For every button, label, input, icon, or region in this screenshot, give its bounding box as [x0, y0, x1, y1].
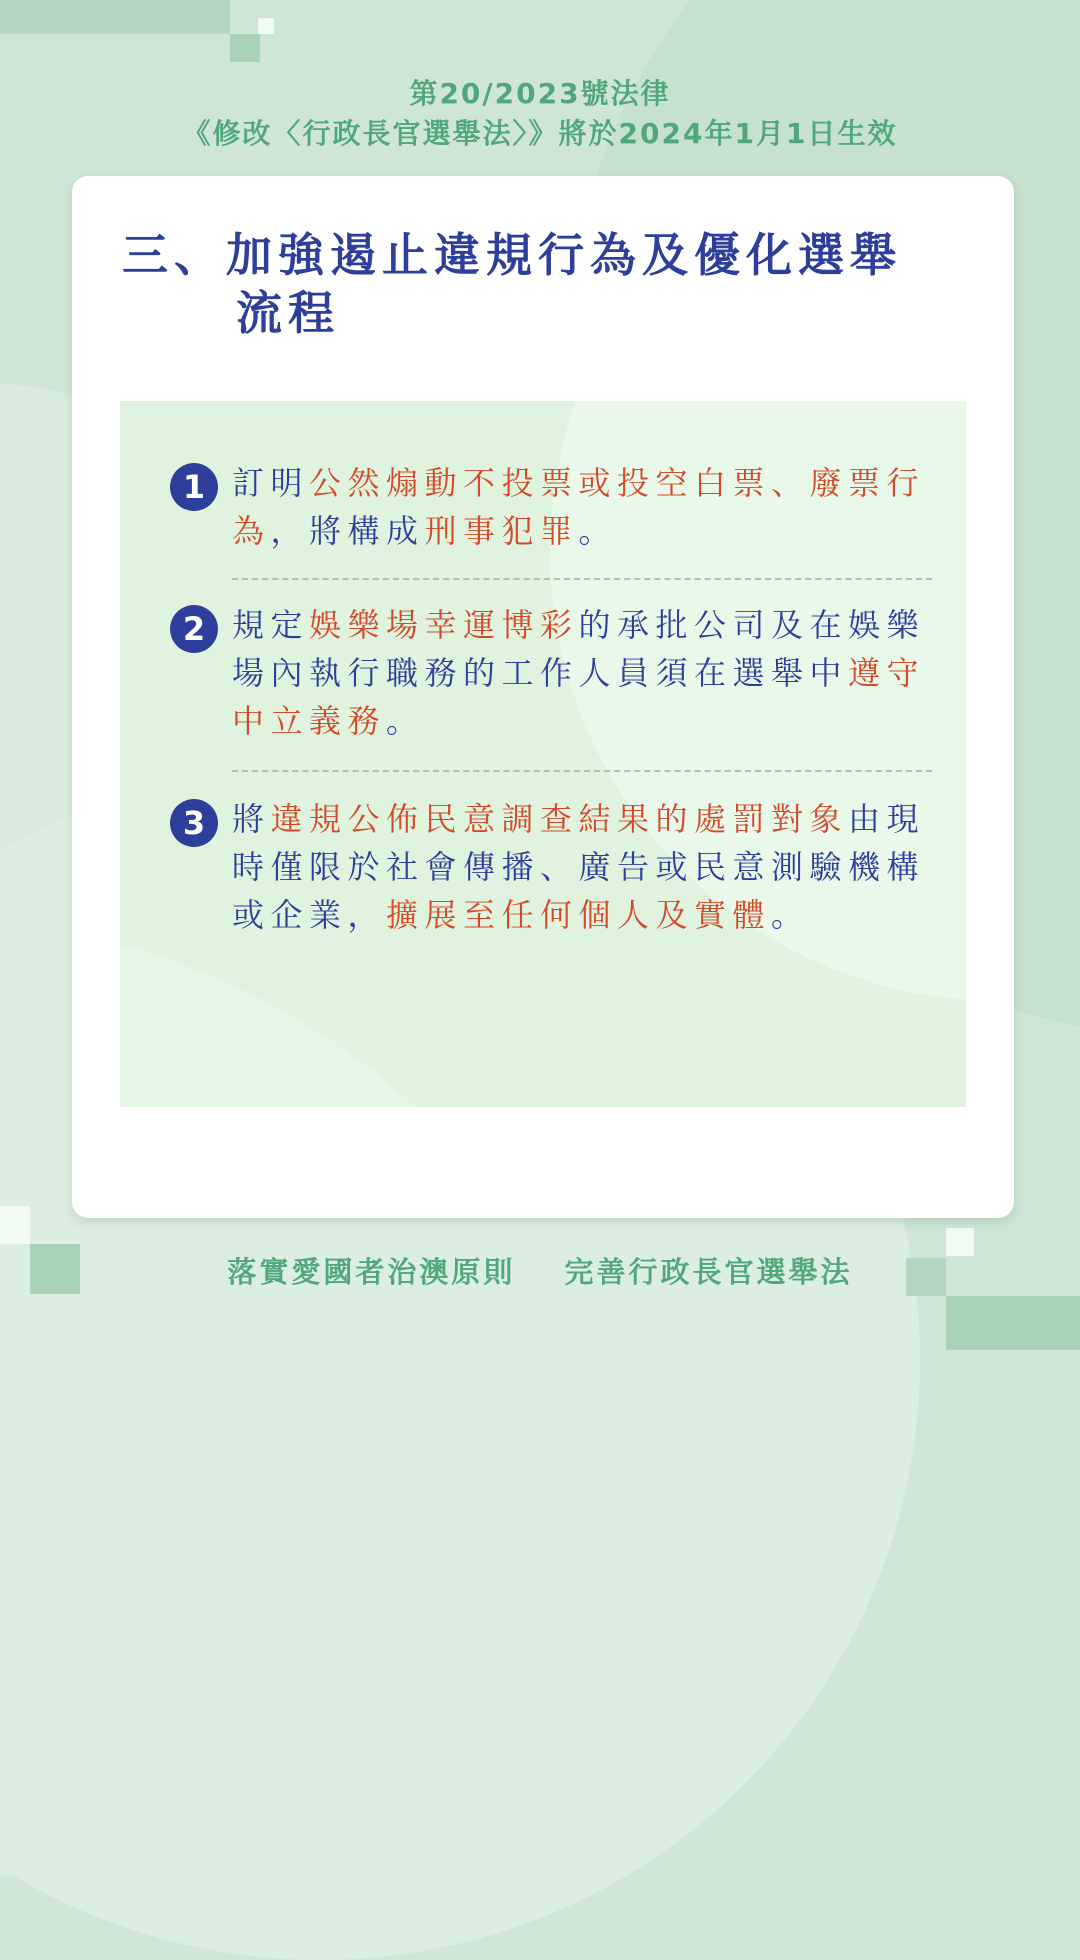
section-title-line2: 流程 [236, 286, 340, 340]
item-text: 規定娛樂場幸運博彩的承批公司及在娛樂場內執行職務的工作人員須在選舉中遵守中立義務。 [232, 606, 926, 740]
decor-square [0, 1206, 30, 1244]
decor-square [258, 18, 274, 34]
divider [232, 578, 932, 580]
item-text: 訂明公然煽動不投票或投空白票、廢票行為，將構成刑事犯罪。 [232, 464, 926, 550]
law-number: 第20/2023號法律 [409, 77, 671, 110]
number-badge: 2 [170, 605, 218, 653]
footer-slogan [0, 1250, 1080, 1291]
footer-slogan-right: 完善行政長官選舉法 [564, 1255, 853, 1289]
number-badge: 3 [170, 799, 218, 847]
panel-decor [120, 921, 640, 1107]
item-text: 將違規公佈民意調查結果的處罰對象由現時僅限於社會傳播、廣告或民意測驗機構或企業，擴展至任何個人及實體。 [232, 800, 926, 934]
footer-slogan-left: 落實愛國者治澳原則 [227, 1255, 516, 1289]
number-badge: 1 [170, 463, 218, 511]
effective-date-line: 《修改〈行政長官選舉法〉》將於2024年1月1日生效 [182, 117, 898, 150]
items-panel [120, 401, 966, 1107]
section-title-line1: 三、加強遏止違規行為及優化選舉 [122, 228, 902, 282]
section-title [122, 226, 982, 342]
header [0, 74, 1080, 154]
content-card [72, 176, 1014, 1218]
decor-square [0, 0, 230, 34]
divider [232, 770, 932, 772]
decor-square [230, 34, 260, 62]
decor-square [946, 1296, 1080, 1350]
